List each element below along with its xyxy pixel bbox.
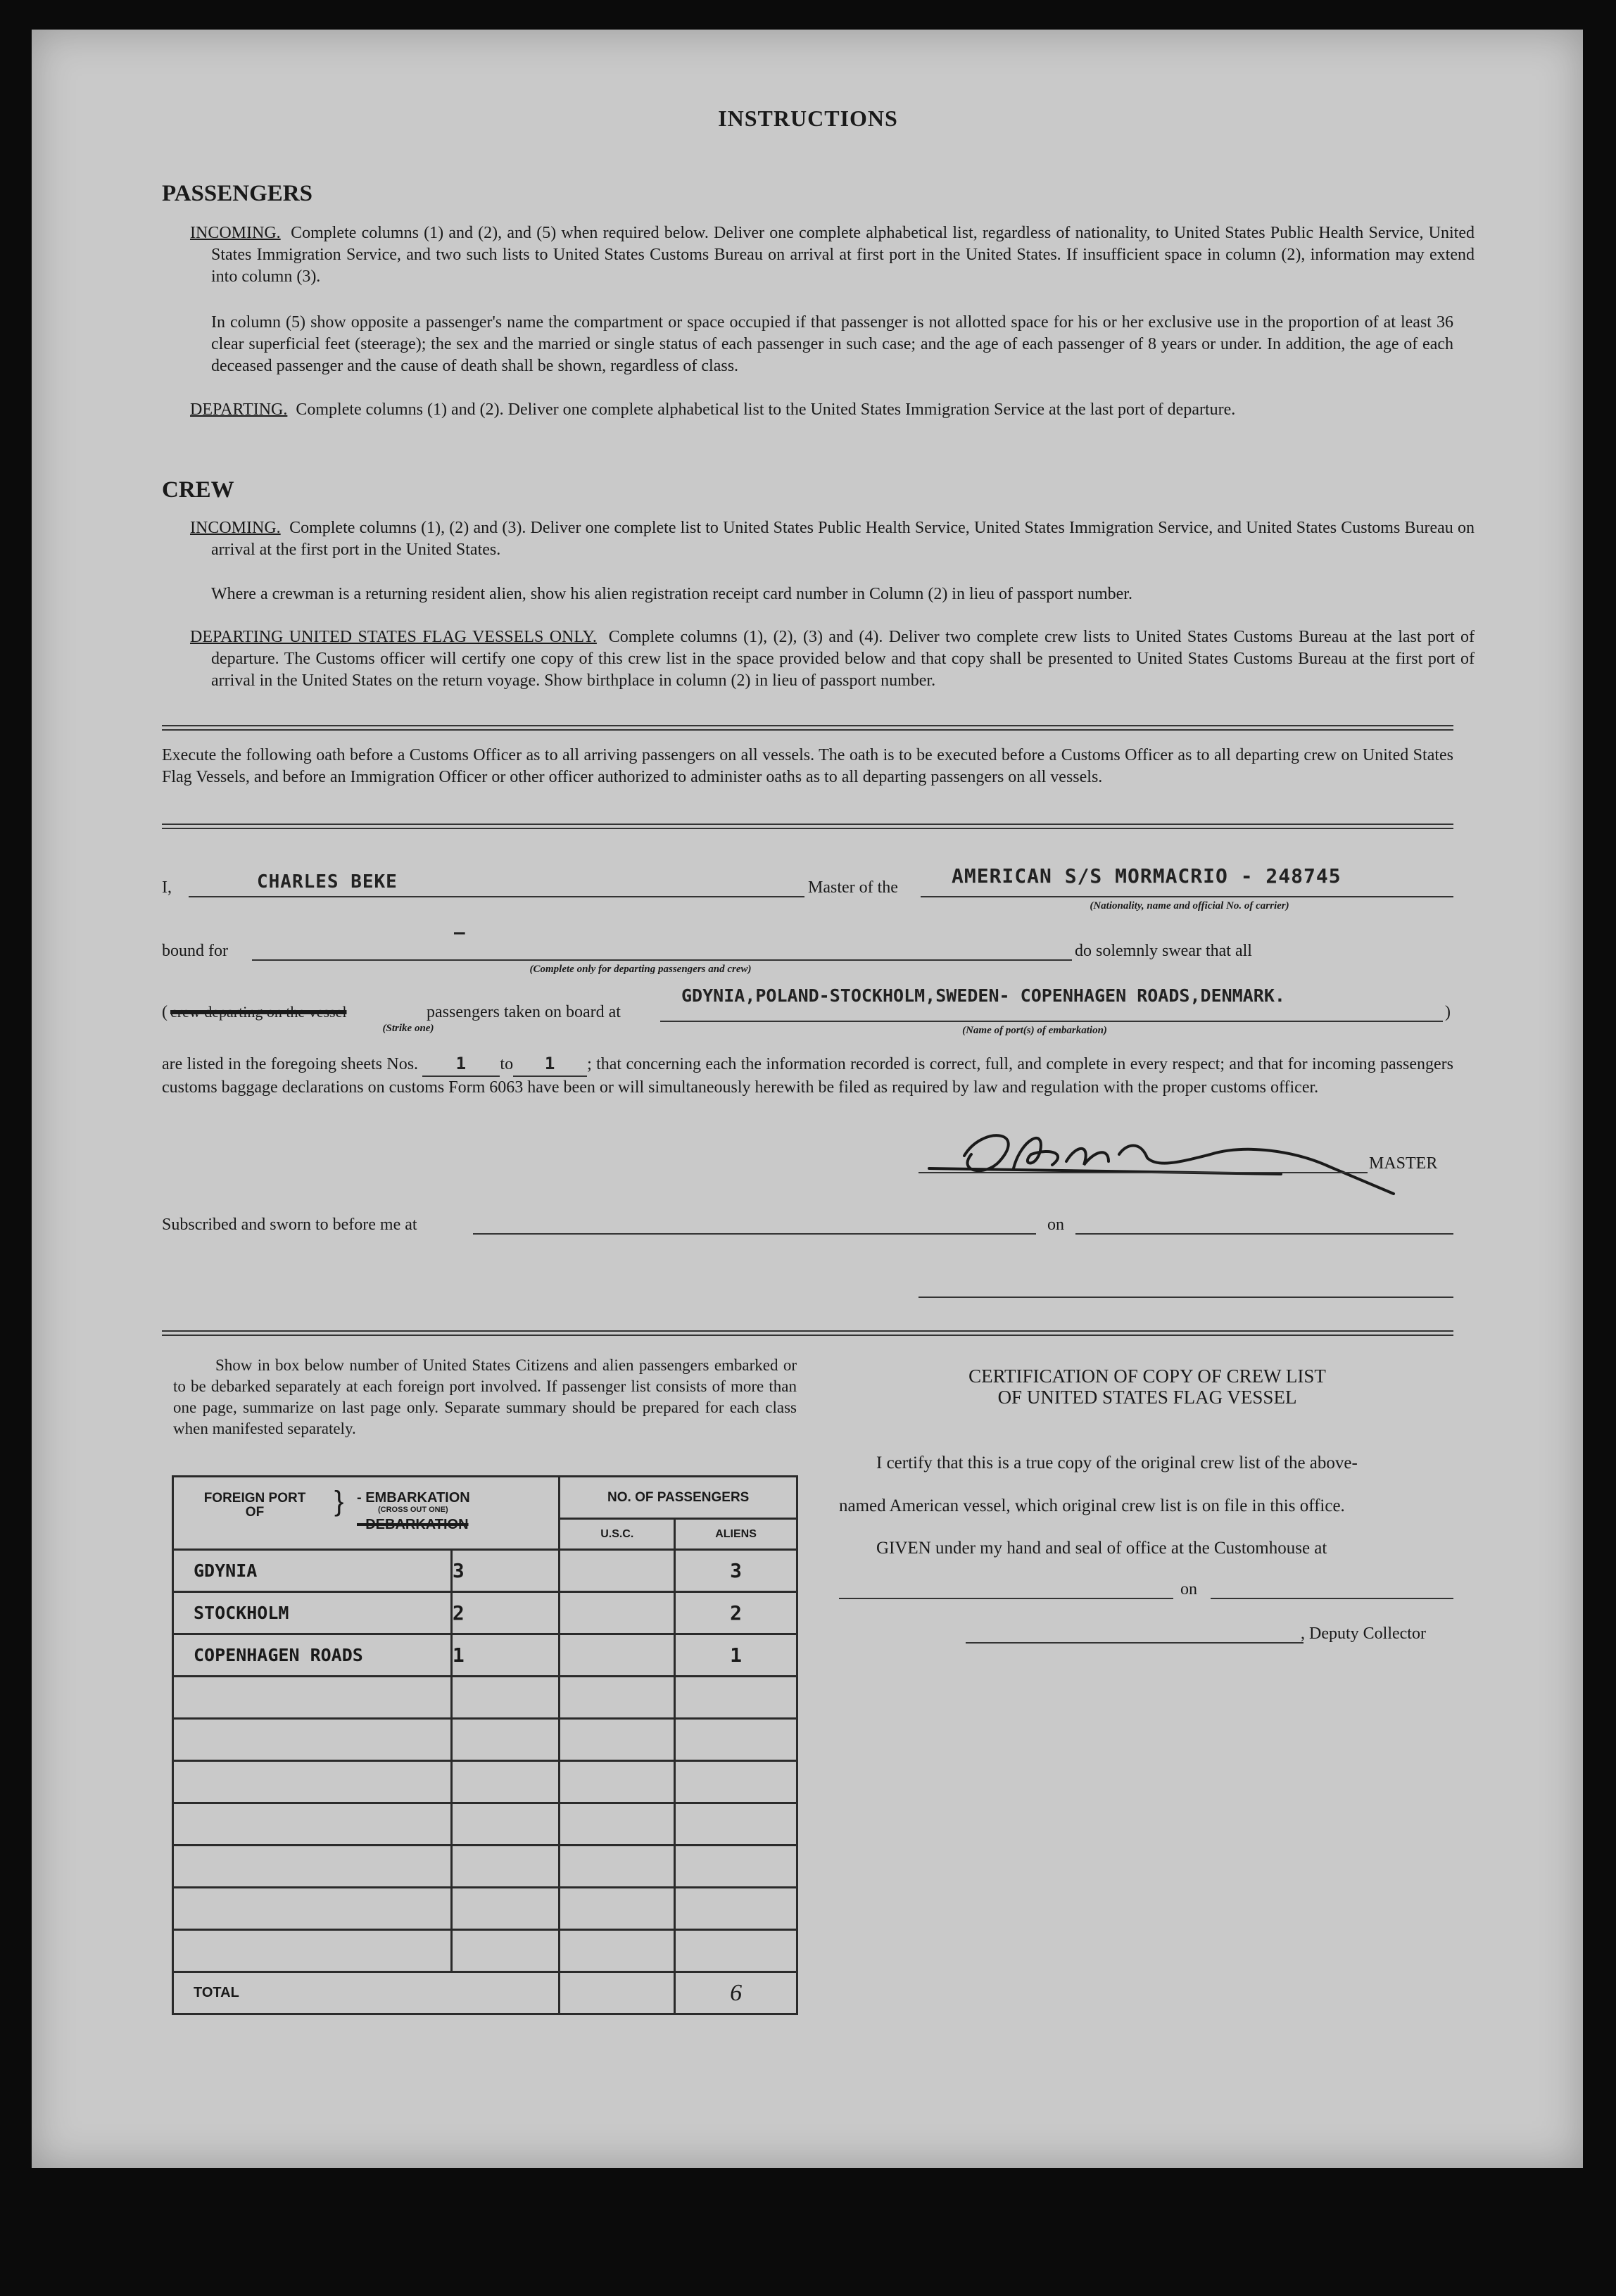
cert-date-line[interactable] — [1211, 1598, 1453, 1599]
port-count-cell[interactable] — [451, 1803, 560, 1846]
port-count-cell[interactable]: 3 — [451, 1550, 560, 1592]
foreign-port-label: FOREIGN PORT OF — [203, 1491, 306, 1520]
port-count-cell[interactable]: 2 — [451, 1592, 560, 1634]
aliens-cell[interactable]: 1 — [675, 1634, 797, 1677]
customhouse-place-line[interactable] — [839, 1598, 1173, 1599]
master-of-label: Master of the — [808, 878, 898, 897]
port-cell[interactable]: COPENHAGEN ROADS — [173, 1634, 452, 1677]
port-cell[interactable]: GDYNIA — [173, 1550, 452, 1592]
total-label: TOTAL — [173, 1972, 560, 2014]
crew-incoming-paragraph — [190, 517, 1475, 561]
usc-cell[interactable] — [560, 1761, 675, 1803]
port-cell[interactable] — [173, 1677, 452, 1719]
crew-departing-text: Complete columns (1), (2), (3) and (4). Deliver two complete crew lists to United States Customs Bureau at the last port of departure. The Customs officer will certify one copy of this crew list in the space provided below and that copy shall be presented to United States Customs Bureau at the first port of arrival in the United States on the return voyage. Show birthplace in column (2) in lieu of passport number. — [211, 628, 1475, 690]
crew-returning-paragraph: Where a crewman is a returning resident alien, show his alien registration receipt card number in Column (2) in lieu of passport number. — [211, 585, 1132, 603]
usc-cell[interactable] — [560, 1677, 675, 1719]
certify-line-1: I certify that this is a true copy of the original crew list of the above- — [876, 1453, 1358, 1472]
aliens-cell[interactable] — [675, 1888, 797, 1930]
table-row — [173, 1677, 797, 1719]
table-row — [173, 1888, 797, 1930]
close-paren: ) — [1445, 1003, 1451, 1021]
cert-on-label: on — [1180, 1580, 1197, 1598]
port-count-cell[interactable] — [451, 1719, 560, 1761]
table-row — [173, 1634, 797, 1677]
usc-cell[interactable] — [560, 1634, 675, 1677]
port-count-cell[interactable] — [451, 1888, 560, 1930]
crew-heading: CREW — [162, 477, 234, 503]
section-divider — [162, 824, 1453, 829]
signature-line — [919, 1172, 1368, 1173]
sheet-from-field[interactable]: 1 — [422, 1053, 500, 1077]
subscribed-date-line[interactable] — [1075, 1233, 1453, 1235]
ports-line — [660, 1021, 1443, 1022]
no-of-passengers-header: NO. OF PASSENGERS — [560, 1477, 797, 1519]
crew-departing-lead: DEPARTING UNITED STATES FLAG VESSELS ONLY. — [190, 628, 597, 646]
page-title: INSTRUCTIONS — [718, 106, 898, 131]
usc-header: U.S.C. — [560, 1519, 675, 1550]
usc-cell[interactable] — [560, 1592, 675, 1634]
sheets-paragraph — [162, 1053, 1453, 1099]
given-label: GIVEN under my hand and seal of office at the Customhouse at — [876, 1539, 1327, 1558]
vessel-caption: (Nationality, name and official No. of carrier) — [1090, 900, 1289, 912]
open-paren: ( — [162, 1003, 168, 1021]
passengers-departing-paragraph — [190, 399, 1475, 421]
deputy-collector-line[interactable] — [966, 1642, 1303, 1644]
brace-glyph: } — [334, 1486, 344, 1517]
passenger-summary-table — [172, 1475, 798, 2015]
subscribed-label: Subscribed and sworn to before me at — [162, 1216, 417, 1234]
deputy-collector-label: , Deputy Collector — [1301, 1625, 1426, 1643]
aliens-cell[interactable] — [675, 1761, 797, 1803]
cross-out-label: (CROSS OUT ONE) — [378, 1506, 448, 1514]
total-usc-cell[interactable] — [560, 1972, 675, 2014]
embarkation-ports-field[interactable]: GDYNIA,POLAND-STOCKHOLM,SWEDEN- COPENHAGEN ROADS,DENMARK. — [681, 985, 1285, 1006]
vessel-line — [921, 896, 1453, 897]
table-row — [173, 1761, 797, 1803]
aliens-header: ALIENS — [675, 1519, 797, 1550]
passengers-departing-text: Complete columns (1) and (2). Deliver one complete alphabetical list to the United States Immigration Service at the last port of departure. — [296, 400, 1236, 419]
total-aliens-cell[interactable]: 6 — [675, 1972, 797, 2014]
aliens-cell[interactable] — [675, 1846, 797, 1888]
table-row — [173, 1930, 797, 1972]
bound-for-field[interactable]: — — [454, 922, 466, 943]
passengers-heading: PASSENGERS — [162, 181, 313, 206]
passengers-incoming-text: Complete columns (1) and (2), and (5) when required below. Deliver one complete alphabetical list, regardless of nationality, to United States Public Health Service, United States Immigration Service, and two such lists to United States Customs Bureau on arrival at first port in the United States. If insufficient space in column (2), information may extend into column (3). — [211, 224, 1475, 286]
port-count-cell[interactable] — [451, 1761, 560, 1803]
subscribed-on-label: on — [1047, 1216, 1064, 1234]
certification-title-1: CERTIFICATION OF COPY OF CREW LIST — [968, 1365, 1326, 1387]
strike-caption: (Strike one) — [382, 1023, 434, 1034]
section-divider — [162, 1330, 1453, 1336]
table-row — [173, 1550, 797, 1592]
crew-departing-paragraph — [190, 626, 1475, 692]
table-row — [173, 1846, 797, 1888]
aliens-cell[interactable] — [675, 1930, 797, 1972]
aliens-cell[interactable]: 3 — [675, 1550, 797, 1592]
sheets-to-label: to — [500, 1055, 514, 1073]
master-signature — [915, 1112, 1408, 1204]
port-cell[interactable] — [173, 1803, 452, 1846]
passengers-taken-label: passengers taken on board at — [427, 1003, 621, 1021]
aliens-cell[interactable]: 2 — [675, 1592, 797, 1634]
usc-cell[interactable] — [560, 1888, 675, 1930]
bound-for-label: bound for — [162, 942, 228, 960]
usc-cell[interactable] — [560, 1719, 675, 1761]
usc-cell[interactable] — [560, 1930, 675, 1972]
master-label: MASTER — [1369, 1154, 1438, 1173]
certification-title-2: OF UNITED STATES FLAG VESSEL — [997, 1387, 1297, 1408]
port-cell[interactable] — [173, 1846, 452, 1888]
passengers-column5-paragraph: In column (5) show opposite a passenger's name the compartment or space occupied if that passenger is not allotted space for his or her exclusive use in the proportion of at least 36 clear superficial feet (steerage); the sex and the married or single status of each passenger in such case; and the age of each passenger of 8 years or under. In addition, the age of each deceased passenger and the cause of death shall be shown, regardless of class. — [211, 313, 1453, 375]
bound-for-caption: (Complete only for departing passengers and crew) — [529, 964, 752, 975]
port-count-cell[interactable]: 1 — [451, 1634, 560, 1677]
foreign-port-header — [173, 1477, 560, 1550]
crew-departing-struck: crew departing on the vessel — [170, 1003, 347, 1021]
ports-caption: (Name of port(s) of embarkation) — [962, 1025, 1107, 1036]
passengers-incoming-paragraph — [190, 222, 1475, 288]
port-cell[interactable] — [173, 1719, 452, 1761]
master-name-line — [189, 896, 804, 897]
table-row — [173, 1803, 797, 1846]
table-row — [173, 1592, 797, 1634]
passengers-incoming-lead: INCOMING. — [190, 224, 281, 242]
usc-cell[interactable] — [560, 1803, 675, 1846]
port-cell[interactable] — [173, 1888, 452, 1930]
master-name-field[interactable]: CHARLES BEKE — [257, 871, 398, 892]
port-count-cell[interactable] — [451, 1846, 560, 1888]
aliens-cell[interactable] — [675, 1719, 797, 1761]
crew-incoming-text: Complete columns (1), (2) and (3). Deliver one complete list to United States Public Health Service, United States Immigration Service, and United States Customs Bureau on arrival at the first port in the United States. — [211, 519, 1475, 559]
port-count-cell[interactable] — [451, 1930, 560, 1972]
certify-line-2: named American vessel, which original crew list is on file in this office. — [839, 1496, 1345, 1515]
section-divider — [162, 725, 1453, 731]
subscribed-place-line[interactable] — [473, 1233, 1036, 1235]
summary-instructions: Show in box below number of United States Citizens and alien passengers embarked or to be debarked separately at each foreign port involved. If passenger list consists of more than one page, summarize on last page only. Separate summary should be prepared for each class when manifested separately. — [173, 1356, 797, 1437]
port-cell[interactable] — [173, 1761, 452, 1803]
aliens-cell[interactable] — [675, 1677, 797, 1719]
officer-signature-line[interactable] — [919, 1297, 1453, 1298]
crew-incoming-lead: INCOMING. — [190, 519, 281, 537]
sheets-text-2: ; that concerning each the information recorded is correct, full, and complete in every respect; and that for incoming passengers customs baggage declarations on customs Form 6063 have been or will simultaneously herewith be filed as required by law and regulation with the proper customs officer. — [162, 1055, 1454, 1097]
port-cell[interactable] — [173, 1930, 452, 1972]
usc-cell[interactable] — [560, 1846, 675, 1888]
vessel-field[interactable]: AMERICAN S/S MORMACRIO - 248745 — [952, 864, 1342, 888]
bound-for-line — [252, 959, 1072, 961]
port-cell[interactable]: STOCKHOLM — [173, 1592, 452, 1634]
swear-label: do solemnly swear that all — [1075, 942, 1252, 960]
debarkation-label: - DEBARKATION — [357, 1517, 469, 1532]
embarkation-label: - EMBARKATION — [357, 1490, 470, 1506]
sheets-text-1: are listed in the foregoing sheets Nos. — [162, 1055, 419, 1073]
sheet-to-field[interactable]: 1 — [513, 1053, 587, 1077]
aliens-cell[interactable] — [675, 1803, 797, 1846]
passengers-departing-lead: DEPARTING. — [190, 400, 288, 419]
oath-instructions: Execute the following oath before a Customs Officer as to all arriving passengers on all vessels. The oath is to be executed before a Customs Officer as to all departing crew on United States Flag Vessels, and before an Immigration Officer or other officer authorized to administer oaths as to all departing passengers on all vessels. — [162, 746, 1453, 786]
port-count-cell[interactable] — [451, 1677, 560, 1719]
table-row — [173, 1719, 797, 1761]
usc-cell[interactable] — [560, 1550, 675, 1592]
i-label: I, — [162, 878, 172, 897]
